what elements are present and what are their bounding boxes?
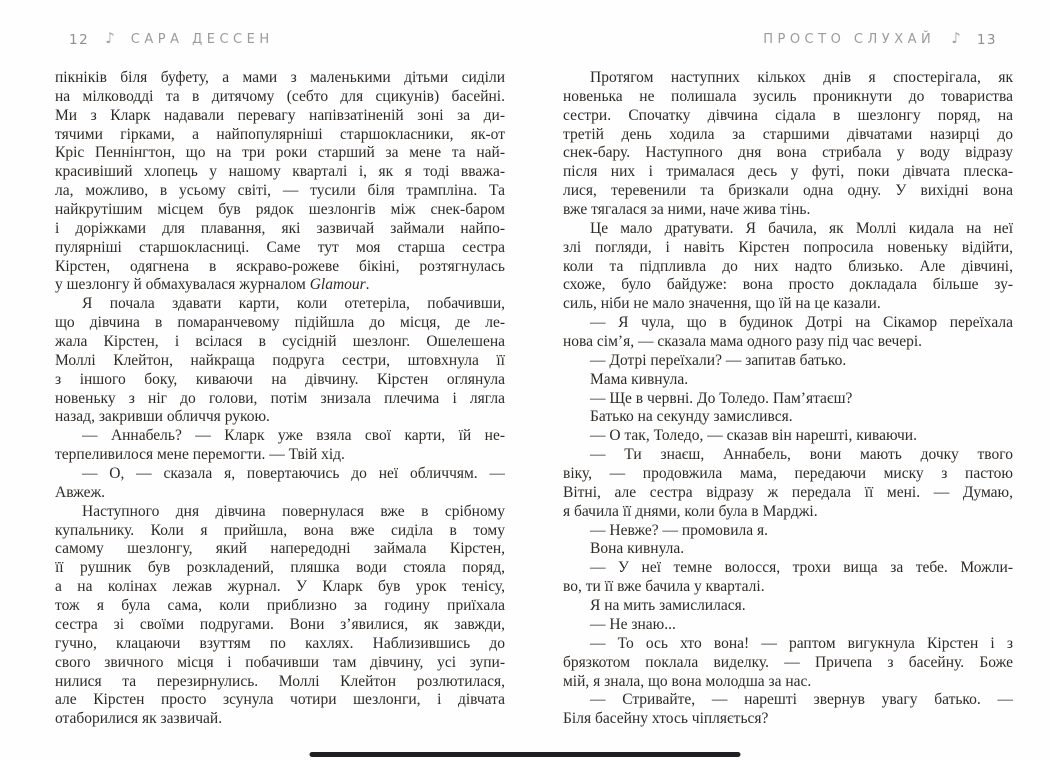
text-line: найкрутішим місцем був рядок шезлонгів між снек-баром [55, 201, 505, 219]
text-line: назад, закривши обличчя рукою. [55, 408, 270, 426]
text-line: отаборилися як зазвичай. [55, 710, 223, 728]
text-line: — Ти знаєш, Аннабель, вони мають дочку твого [590, 446, 1013, 464]
text-line: купальнику. Коли я прийшла, вона вже сиділа в тому [55, 521, 505, 539]
text-line: тячими гірками, а найпопулярніші старшокласники, як-от [55, 125, 505, 143]
text-line: — Стривайте, — нарешті звернув увагу батько. — [590, 691, 1013, 709]
paragraph [563, 390, 1013, 409]
text-line: а на колінах лежав журнал. У Кларк був урок тенісу, [55, 578, 505, 596]
text-line: Мама кивнула. [590, 370, 689, 388]
text-line: — Аннабель? — Кларк уже взяла свої карти, їй не- [82, 427, 505, 445]
text-line: — О так, Толедо, — сказав він нарешті, киваючи. [590, 427, 917, 445]
paragraph [563, 616, 1013, 635]
text-line: снек-бару. Наступного дня вона стрибала у воду відразу [563, 144, 1013, 162]
paragraph [563, 69, 1013, 220]
text-line: красивіший хлопець у нашому кварталі і, як я тоді вважа- [55, 163, 505, 181]
paragraph [563, 522, 1013, 541]
text-line: пулярніші старшокласниці. Саме тут моя старша сестра [55, 238, 505, 256]
text-line: Ми з Кларк надавали перевагу напівзатіненій зоні за ди- [55, 106, 505, 124]
paragraph [563, 446, 1013, 521]
text-line: третій день ходила за старшими дівчатами назирці до [563, 125, 1013, 143]
text-line: пікніків біля буфету, а мами з маленькими дітьми сиділи [55, 69, 505, 86]
text-line: сестра зі своїми подругами. Вони з’явилися, як завжди, [55, 615, 505, 633]
text-line: — То ось хто вона! — раптом вигукнула Кірстен і з [590, 634, 1013, 652]
text-line: Кірстен, одягнена в яскраво-рожеве бікіні, розтягнулась [55, 257, 505, 275]
paragraph [563, 635, 1013, 692]
text-line: свого звичного місця і побачивши там дівчину, усі зупи- [55, 653, 505, 671]
music-note-icon: ♪ [105, 29, 115, 47]
text-line: — Я чула, що в будинок Дотрі на Сікамор переїхала [590, 314, 1013, 332]
paragraph [563, 220, 1013, 314]
page-number-left: 12 [69, 31, 90, 48]
paragraph [563, 559, 1013, 597]
text-line: мій, я знала, що вона молодша за нас. [563, 672, 812, 690]
text-line: Протягом наступних кількох днів я спостерігала, як [590, 69, 1013, 86]
text-line: схоже, було байдуже: вона просто докладала більше зу- [563, 276, 1013, 294]
text-line: жала Кірстен, і всілася в сусідній шезлонг. Ошелешена [55, 333, 505, 351]
paragraph [55, 427, 505, 465]
text-line: тож я була сама, коли приблизно за годину приїхала [55, 597, 505, 615]
text-line: новеньку з ніг до голови, потім знизала плечима і лягла [55, 389, 505, 407]
text-line: Кріс Пеннінгтон, що на три роки старший за мене та най- [55, 144, 505, 162]
text-line: новенька не полишала зусиль проникнути до товариства [563, 87, 1013, 105]
paragraph [563, 691, 1013, 729]
text-line: нилися та перезирнулись. Моллі Клейтон розлютилася, [55, 672, 505, 690]
page-left [55, 0, 505, 729]
text-line: у шезлонгу й обмахувалася журналом Glamour. [55, 276, 370, 294]
text-line: Я почала здавати карти, коли отетеріла, побачивши, [82, 295, 505, 313]
text-line: на мілководді та в дитячому (себто для сцикунів) басейні. [55, 87, 505, 105]
page-left-text [55, 69, 505, 729]
text-line: — Не знаю... [590, 615, 676, 633]
text-line: терпеливилося мене перемогти. — Твій хід. [55, 446, 345, 464]
text-line: Я на мить замислилася. [590, 597, 746, 615]
paragraph [563, 408, 1013, 427]
text-line: — О, — сказала я, повертаючись до неї обличчям. — [82, 465, 505, 483]
paragraph [563, 597, 1013, 616]
paragraph [563, 427, 1013, 446]
text-line: — Дотрі переїхали? — запитав батько. [590, 351, 847, 369]
text-line: і доріжками для плавання, які зазвичай займали найпо- [55, 219, 505, 237]
text-line: Біля басейну хтось чіпляється? [563, 710, 769, 728]
running-title-author: САРА ДЕССЕН [130, 32, 274, 47]
running-title-book: ПРОСТО СЛУХАЙ [763, 32, 936, 47]
text-line: Батько на секунду замислився. [590, 408, 793, 426]
text-line: Вона кивнула. [590, 540, 685, 558]
text-line: брязкотом поклала виделку. — Причепа з басейну. Боже [563, 653, 1013, 671]
text-line: Це мало дратувати. Я бачила, як Моллі кидала на неї [590, 219, 1013, 237]
page-right [563, 0, 1013, 729]
text-line: силь, ніби не мало значення, що їй на це казали. [563, 295, 881, 313]
home-indicator[interactable] [310, 752, 741, 757]
paragraph [563, 352, 1013, 371]
paragraph [563, 371, 1013, 390]
page-right-text [563, 69, 1013, 729]
paragraph [55, 69, 505, 295]
page-left-header [55, 31, 505, 48]
text-line: що дівчина в помаранчевому підійшла до місця, де ле- [55, 314, 505, 332]
text-line: гучно, клацаючи взуттям по кахлях. Наблизившись до [55, 634, 505, 652]
paragraph [563, 540, 1013, 559]
paragraph [55, 503, 505, 729]
text-line: лися, теревенили та бризкали одна одну. У вихідні вона [563, 182, 1013, 200]
paragraph [55, 465, 505, 503]
text-line: нова сім’я, — сказала мама одного разу під час вечері. [563, 333, 923, 351]
text-line: ла, можливо, в усьому світі, — тусили біля трампліна. Та [55, 182, 505, 200]
paragraph [563, 314, 1013, 352]
text-line: сестри. Спочатку дівчина сідала в шезлонгу поряд, на [563, 106, 1013, 124]
text-line: я бачила її днями, коли була в Марджі. [563, 502, 818, 520]
text-line: Вітні, але сестра відразу ж передала її мені. — Думаю, [563, 483, 1013, 501]
text-line: але Кірстен просто зсунула чотири шезлонги, і дівчата [55, 691, 505, 709]
page-number-right: 13 [976, 31, 997, 48]
text-line: злі погляди, і навіть Кірстен попросила новеньку відійти, [563, 238, 1013, 256]
text-line: — Невже? — промовила я. [590, 521, 769, 539]
paragraph [55, 295, 505, 427]
text-line: самому шезлонгу, який напередодні займала Кірстен, [55, 540, 505, 558]
text-line: її рушник був розкладений, пляшка води стояла поряд, [55, 559, 505, 577]
text-line: Моллі Клейтон, найкраща подруга сестри, штовхнула її [55, 351, 505, 369]
text-line: во, ти її вже бачила у кварталі. [563, 578, 765, 596]
text-line: вже тягалася за ними, наче жива тінь. [563, 201, 811, 219]
text-line: Наступного дня дівчина повернулася вже в срібному [82, 502, 505, 520]
music-note-icon: ♪ [951, 29, 961, 47]
page-right-header [563, 31, 1013, 48]
text-line: Авжеж. [55, 483, 106, 501]
text-line: з іншого боку, киваючи на дівчину. Кірстен оглянула [55, 370, 505, 388]
text-line: віку, — продовжила мама, передаючи миску з пастою [563, 465, 1013, 483]
text-line: коли та підпливла до них надто близько. Але дівчині, [563, 257, 1013, 275]
text-line: після них і трималася десь у футі, поки дівчата плеска- [563, 163, 1013, 181]
text-line: — Ще в червні. До Толедо. Пам’ятаєш? [590, 389, 853, 407]
text-line: — У неї темне волосся, трохи вища за тебе. Можли- [590, 559, 1013, 577]
